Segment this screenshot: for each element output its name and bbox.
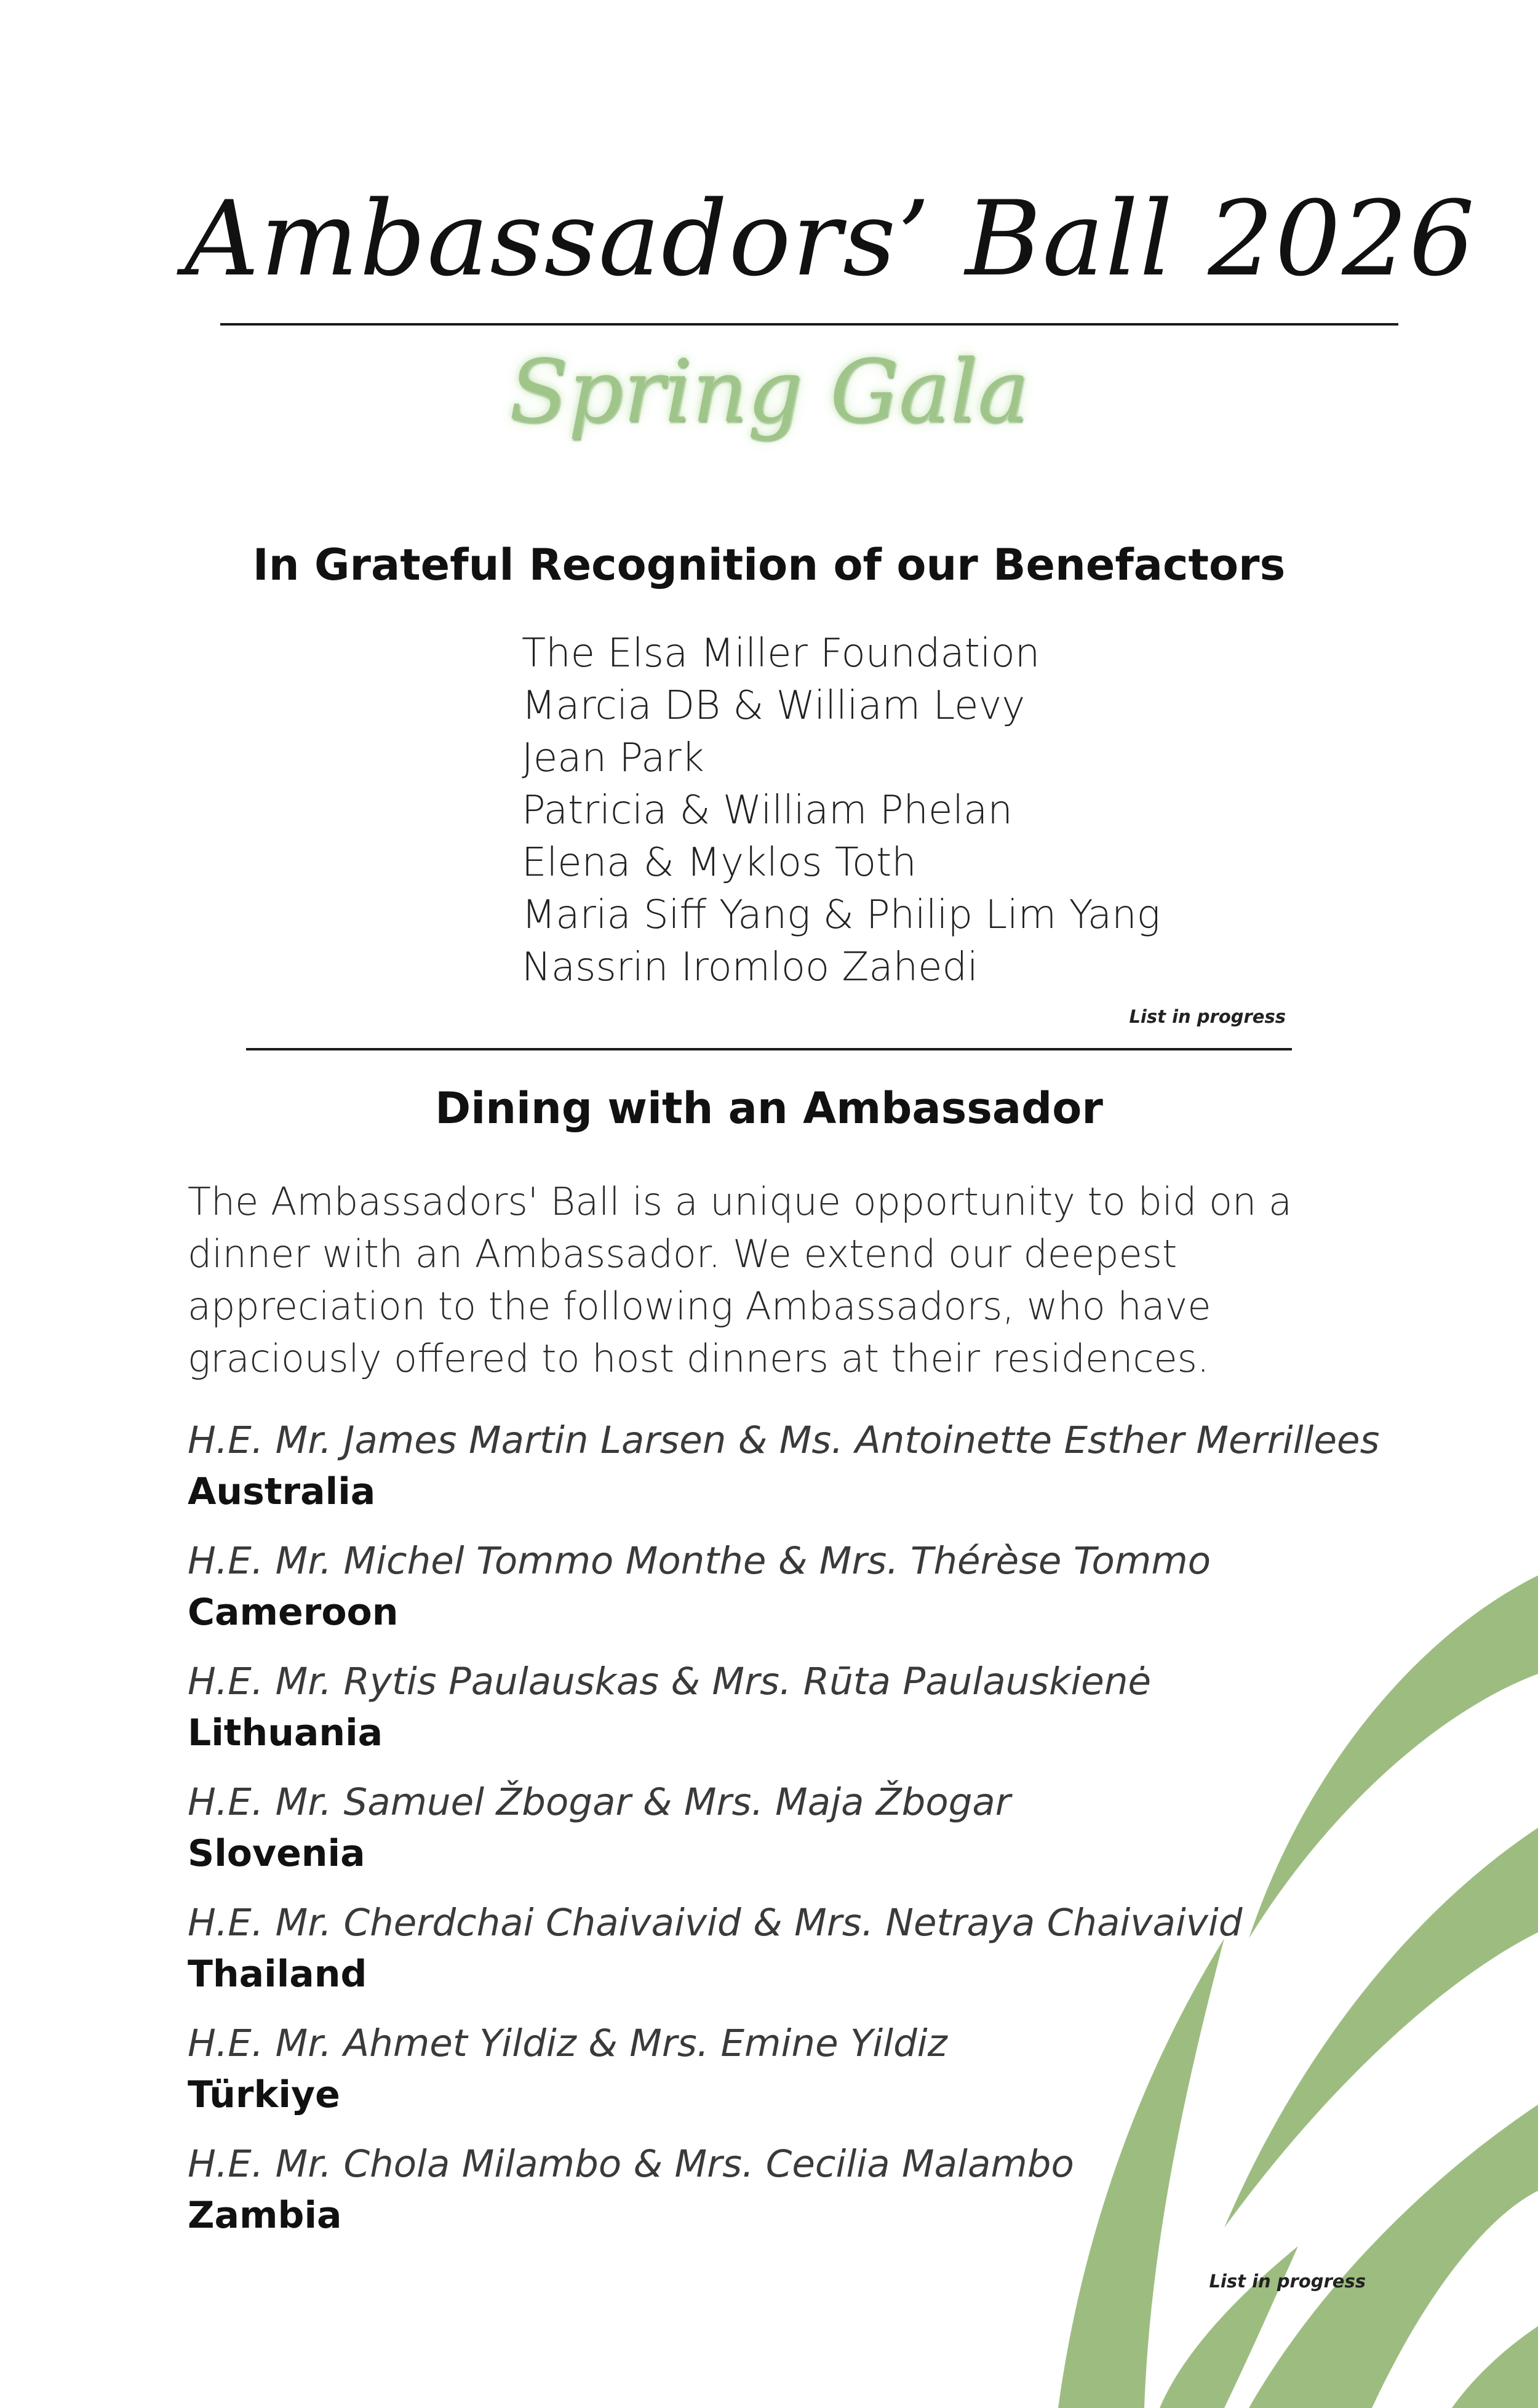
ambassador-names: H.E. Mr. Chola Milambo & Mrs. Cecilia Malambo (188, 2142, 1074, 2186)
ambassador-entry (188, 1657, 1379, 1777)
benefactors-heading: In Grateful Recognition of our Benefactors (252, 540, 1286, 590)
subtitle: Spring Gala (509, 342, 1029, 442)
leaf-shape (1452, 2326, 1538, 2408)
ambassador-entry (188, 1415, 1379, 1536)
divider (220, 323, 1398, 326)
benefactor-name: Jean Park (522, 735, 704, 781)
ambassador-names: H.E. Mr. Rytis Paulauskas & Mrs. Rūta Paulauskienė (188, 1660, 1152, 1703)
ambassador-names: H.E. Mr. Ahmet Yildiz & Mrs. Emine Yildiz (188, 2022, 947, 2065)
dining-intro-paragraph: The Ambassadors' Ball is a unique opportunity to bid on a dinner with an Ambassador. We extend our deepest appreciation to the following Ambassadors, who have graciously offered to host dinners at their residences. (188, 1179, 1293, 1381)
ambassador-country: Türkiye (188, 2073, 340, 2116)
ambassador-country: Australia (188, 1470, 376, 1513)
ambassador-entry (188, 2018, 1379, 2139)
list-in-progress-note: List in progress (1209, 2271, 1366, 2292)
ambassador-country: Cameroon (188, 1591, 399, 1634)
ambassador-country: Zambia (188, 2194, 342, 2237)
divider (246, 1048, 1292, 1050)
ambassador-entry (188, 2139, 1379, 2260)
list-in-progress-note: List in progress (1129, 1006, 1286, 1027)
ambassador-country: Slovenia (188, 1832, 365, 1875)
dining-heading: Dining with an Ambassador (435, 1083, 1103, 1134)
ambassador-country: Lithuania (188, 1711, 383, 1754)
ambassador-names: H.E. Mr. Cherdchai Chaivaivid & Mrs. Netraya Chaivaivid (188, 1901, 1243, 1945)
ambassador-list (188, 1415, 1379, 2260)
ambassador-names: H.E. Mr. Samuel Žbogar & Mrs. Maja Žbogar (188, 1780, 1011, 1824)
benefactor-list (522, 628, 1160, 994)
benefactor-name: Patricia & William Phelan (522, 788, 1013, 833)
page-title: Ambassadors’ Ball 2026 (185, 178, 1476, 299)
benefactor-name: The Elsa Miller Foundation (522, 631, 1040, 676)
ambassador-country: Thailand (188, 1953, 367, 1996)
ambassador-entry (188, 1536, 1379, 1657)
benefactor-name: Maria Siff Yang & Philip Lim Yang (522, 892, 1161, 938)
benefactor-name: Nassrin Iromloo Zahedi (522, 945, 978, 990)
ambassador-names: H.E. Mr. James Martin Larsen & Ms. Antoinette Esther Merrillees (188, 1418, 1380, 1462)
ambassador-entry (188, 1777, 1379, 1898)
benefactor-name: Marcia DB & William Levy (522, 683, 1026, 729)
benefactor-name: Elena & Myklos Toth (522, 840, 917, 886)
ambassador-names: H.E. Mr. Michel Tommo Monthe & Mrs. Thérèse Tommo (188, 1539, 1211, 1583)
ambassador-entry (188, 1898, 1379, 2018)
